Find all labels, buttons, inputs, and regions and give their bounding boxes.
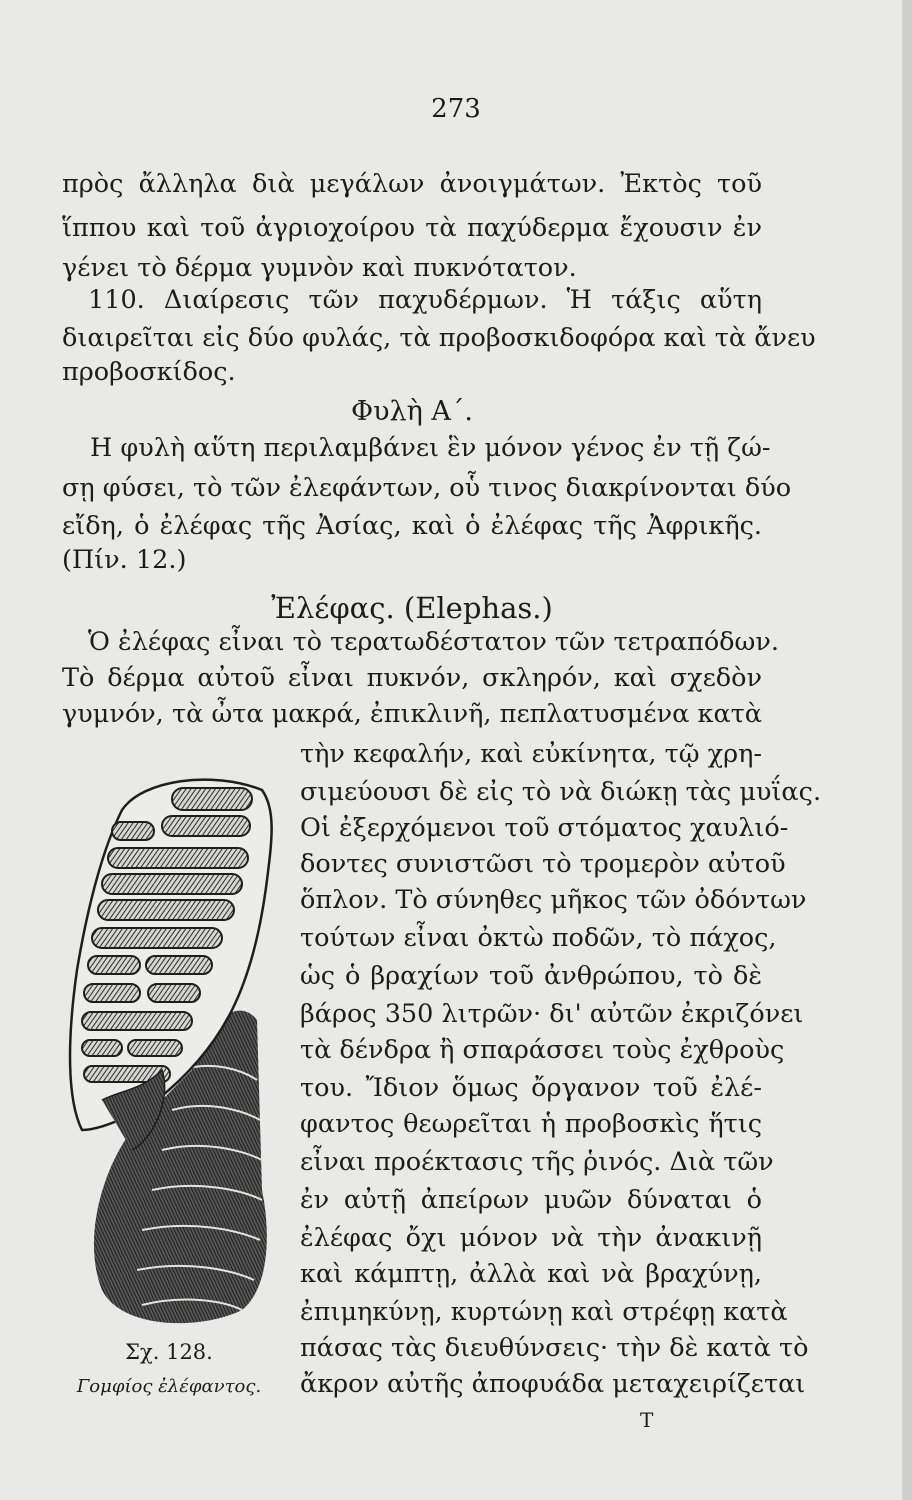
text-line: τὰ δένδρα ἢ σπαράσσει τοὺς ἐχθροὺς [300, 1035, 785, 1065]
text-line: του. Ἴδιον ὅμως ὄργανον τοῦ ἐλέ- [300, 1073, 762, 1103]
text-line: τὴν κεφαλήν, καὶ εὐκίνητα, τῷ χρη- [300, 739, 762, 769]
text-line: πάσας τὰς διευθύνσεις· τὴν δὲ κατὰ τὸ [300, 1333, 809, 1363]
section-heading-line: 110. Διαίρεσις τῶν παχυδέρμων. Ἡ τάξις αὕτη [88, 285, 762, 315]
text-line: ἵππου καὶ τοῦ ἀγριοχοίρου τὰ παχύδερμα ἔχουσιν ἐν [62, 213, 762, 243]
text-line: εἶναι προέκτασις τῆς ῥινός. Διὰ τῶν [300, 1147, 774, 1177]
text-line: σῃ φύσει, τὸ τῶν ἐλεφάντων, οὗ τινος διακρίνονται δύο [62, 473, 792, 503]
text-line: ὅπλον. Τὸ σύνηθες μῆκος τῶν ὀδόντων [300, 885, 807, 915]
text-line: Τὸ δέρμα αὐτοῦ εἶναι πυκνόν, σκληρόν, καὶ σχεδὸν [62, 663, 762, 693]
text-line: ἐλέφας ὄχι μόνον νὰ τὴν ἀνακινῇ [300, 1223, 762, 1253]
text-line: πρὸς ἄλληλα διὰ μεγάλων ἀνοιγμάτων. Ἐκτὸς τοῦ [62, 169, 762, 199]
text-line: προβοσκίδος. [62, 357, 236, 387]
subheading-genus: Ἐλέφας. (Elephas.) [271, 591, 553, 625]
text-line: βάρος 350 λιτρῶν· δι' αὐτῶν ἐκριζόνει [300, 999, 804, 1029]
figure-number: Σχ. 128. [125, 1340, 213, 1364]
printer-signature-mark: T [640, 1408, 654, 1432]
text-line: γένει τὸ δέρμα γυμνὸν καὶ πυκνότατον. [62, 253, 577, 283]
text-line: φαντος θεωρεῖται ἡ προβοσκὶς ἥτις [300, 1109, 762, 1139]
page-number: 273 [431, 94, 481, 124]
text-line: Ὁ ἐλέφας εἶναι τὸ τερατωδέστατον τῶν τετραπόδων. [88, 627, 779, 657]
text-line: ἐπιμηκύνῃ, κυρτώνῃ καὶ στρέφῃ κατὰ [300, 1297, 788, 1327]
text-line: καὶ κάμπτῃ, ἀλλὰ καὶ νὰ βραχύνῃ, [300, 1259, 762, 1289]
text-line: σιμεύουσι δὲ εἰς τὸ νὰ διώκῃ τὰς μυΐας. [300, 777, 822, 807]
text-line: ἄκρον αὐτῆς ἀποφυάδα μεταχειρίζεται [300, 1369, 806, 1399]
text-line: τούτων εἶναι ὀκτὼ ποδῶν, τὸ πάχος, [300, 923, 777, 953]
text-line: ἐν αὐτῇ ἀπείρων μυῶν δύναται ὁ [300, 1185, 762, 1215]
text-line: Οἱ ἐξερχόμενοι τοῦ στόματος χαυλιό- [300, 813, 789, 843]
elephant-molar-illustration [62, 770, 276, 1340]
text-line: (Πίν. 12.) [62, 545, 187, 575]
text-line: εἴδη, ὁ ἐλέφας τῆς Ἀσίας, καὶ ὁ ἐλέφας τῆς Ἀφρικῆς. [62, 511, 762, 541]
page-edge-shadow [902, 0, 912, 1500]
figure-caption: Γομφίος ἐλέφαντος. [76, 1376, 262, 1397]
text-line: δοντες συνιστῶσι τὸ τρομερὸν αὐτοῦ [300, 849, 786, 879]
text-line: γυμνόν, τὰ ὦτα μακρά, ἐπικλινῆ, πεπλατυσμένα κατὰ [62, 699, 762, 729]
text-line: διαιρεῖται εἰς δύο φυλάς, τὰ προβοσκιδοφόρα καὶ τὰ ἄνευ [62, 323, 816, 353]
subheading-tribe: Φυλὴ Α΄. [350, 396, 473, 427]
text-line: ὡς ὁ βραχίων τοῦ ἀνθρώπου, τὸ δὲ [300, 961, 762, 991]
text-line: Η φυλὴ αὕτη περιλαμβάνει ἓν μόνον γένος ἐν τῇ ζώ- [90, 433, 771, 463]
